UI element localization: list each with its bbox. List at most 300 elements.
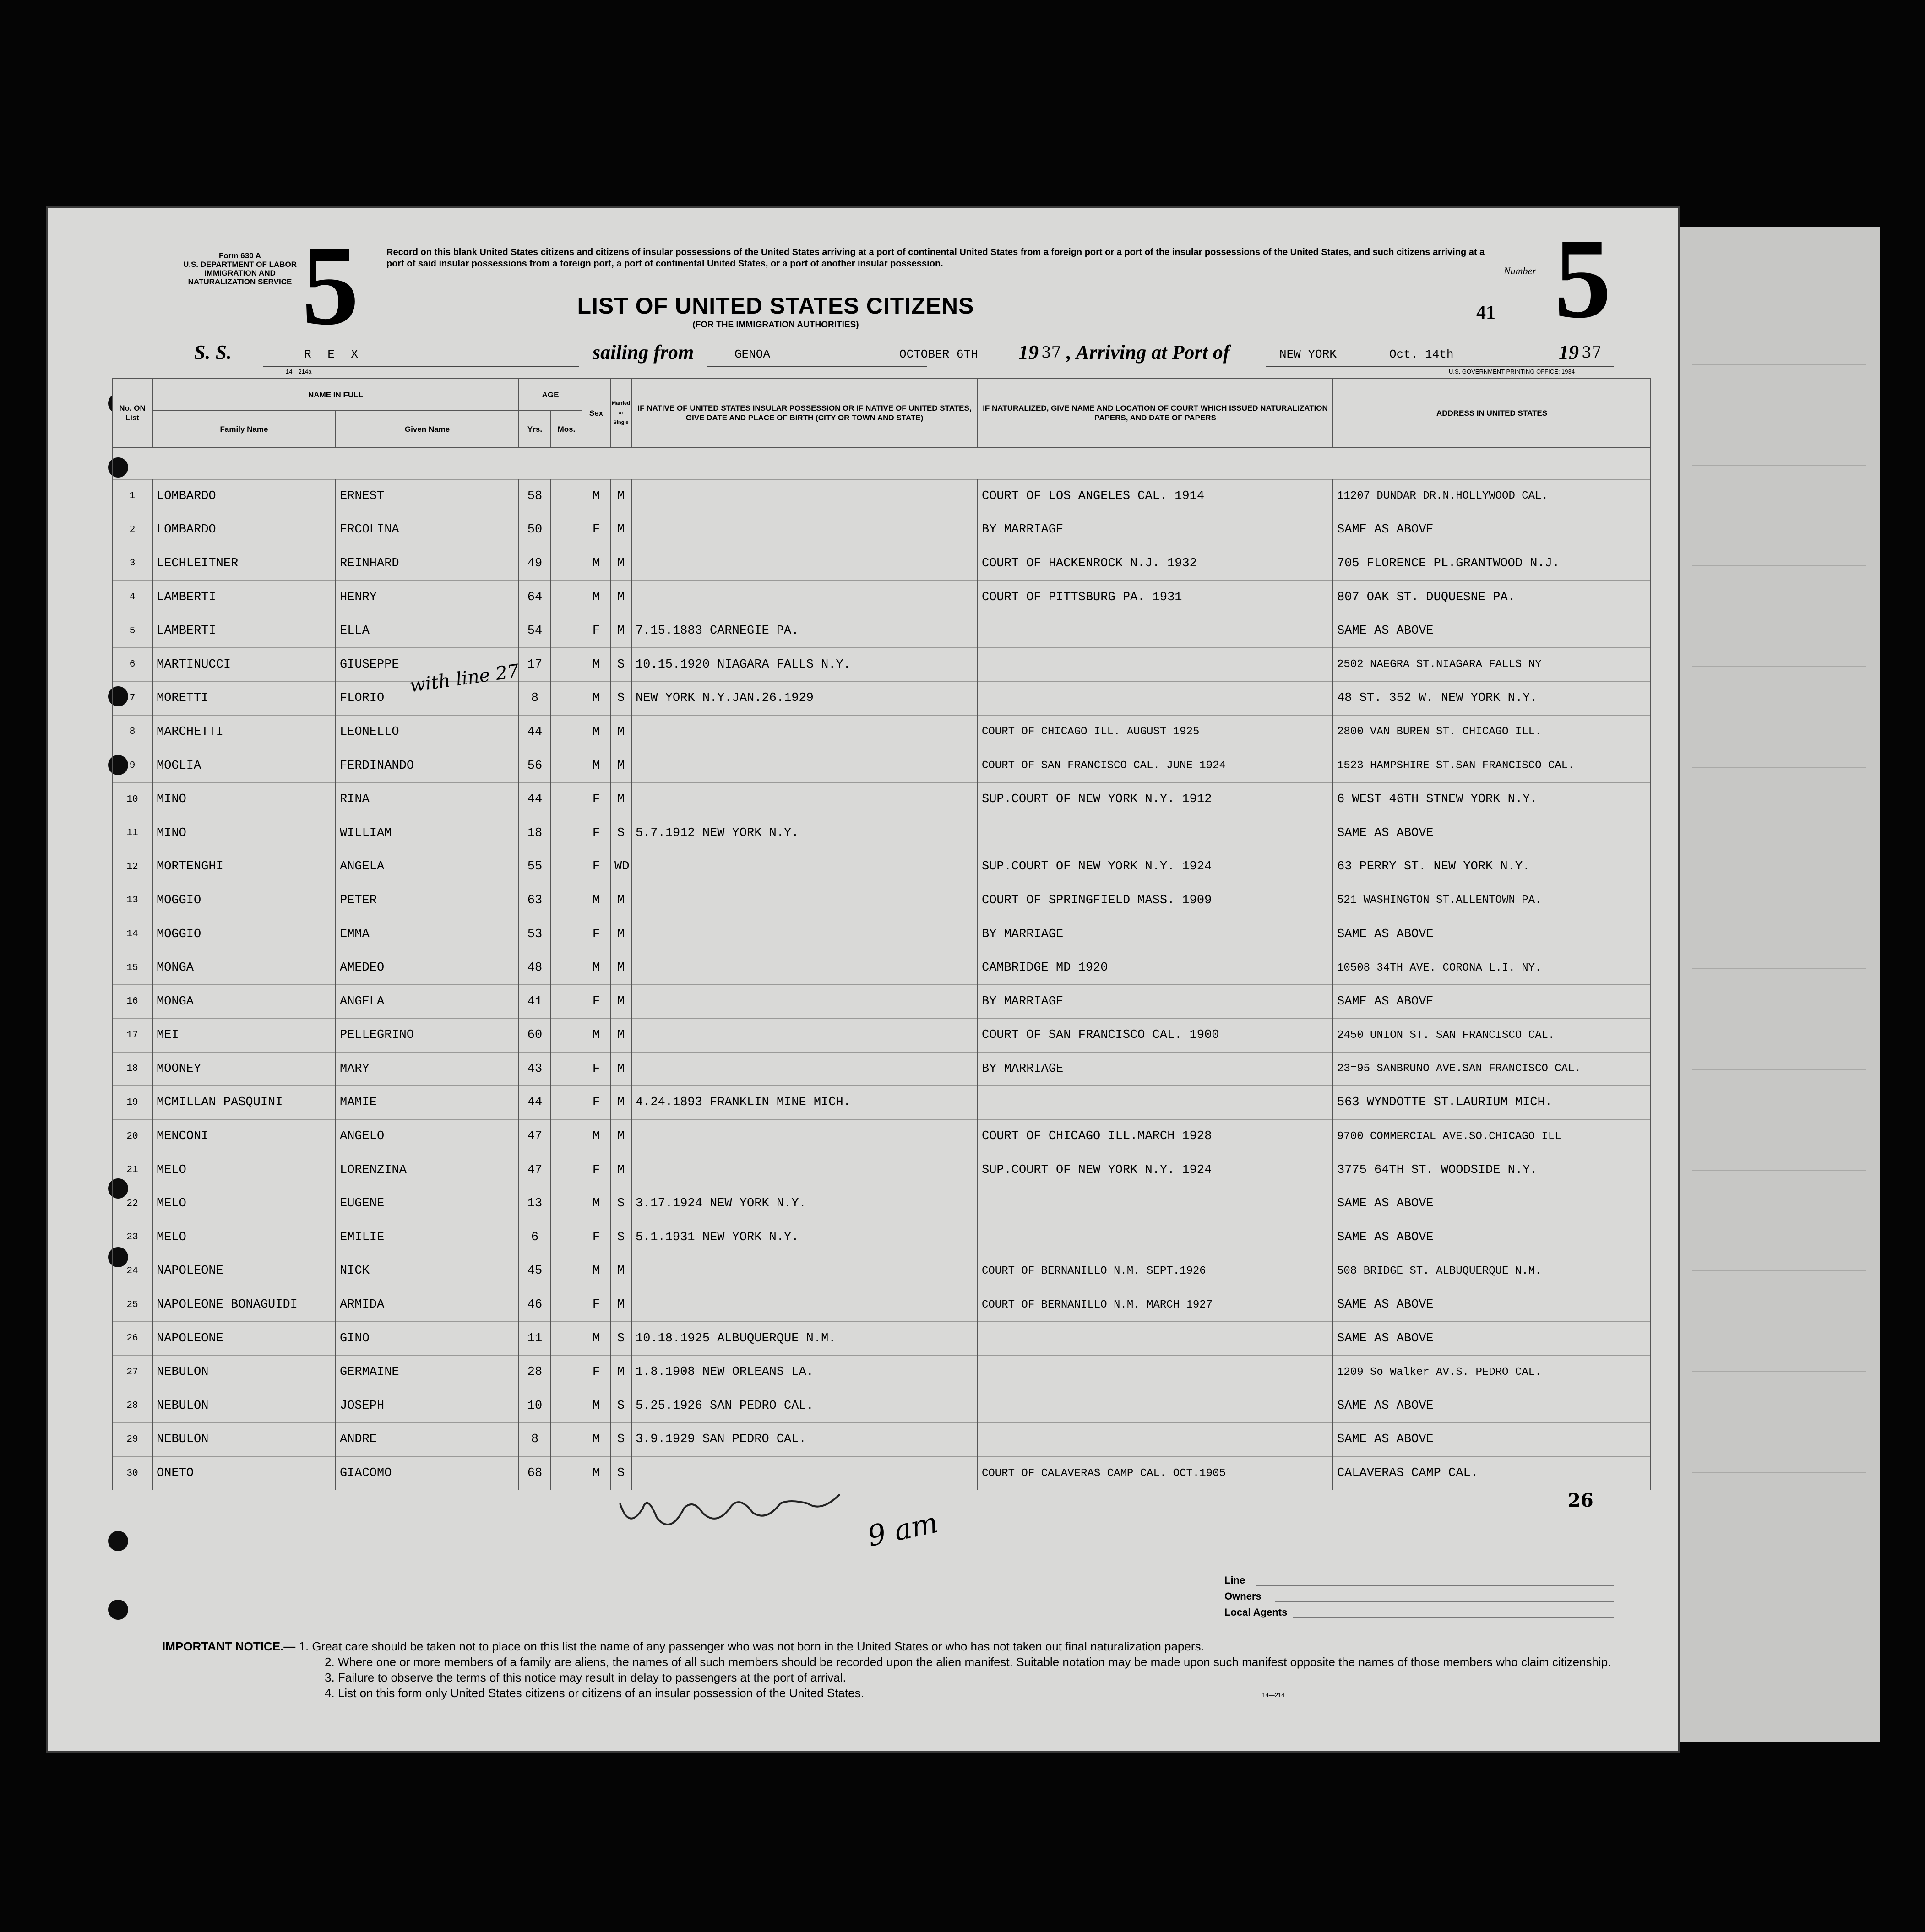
age-months (551, 581, 582, 614)
given-name: ANGELA (336, 850, 519, 884)
age-years: 44 (519, 1086, 551, 1120)
age-years: 45 (519, 1254, 551, 1288)
header-given-name: Given Name (336, 411, 519, 447)
age-years: 47 (519, 1119, 551, 1153)
age-months (551, 547, 582, 581)
birth-date-place (631, 715, 978, 749)
address: CALAVERAS CAMP CAL. (1333, 1456, 1651, 1490)
birth-date-place (631, 1153, 978, 1187)
naturalization-court: BY MARRIAGE (978, 985, 1333, 1019)
record-instruction: Record on this blank United States citizens and citizens of insular possessions of the United States arriving at a port of continental United States from a foreign port or a port of the insular possessions of the United States, and such citizens arriving at a port of said insular possessions from a foreign port, a port of continental United States, or a port of another insular possession. (386, 247, 1485, 269)
address: 1523 HAMPSHIRE ST.SAN FRANCISCO CAL. (1333, 749, 1651, 783)
row-number: 17 (112, 1019, 152, 1053)
sex: F (582, 1086, 610, 1120)
address: 6 WEST 46TH STNEW YORK N.Y. (1333, 782, 1651, 816)
birth-date-place: 5.25.1926 SAN PEDRO CAL. (631, 1389, 978, 1423)
number-label: Number (1504, 265, 1536, 277)
row-number: 29 (112, 1423, 152, 1457)
given-name: MARY (336, 1052, 519, 1086)
birth-date-place: NEW YORK N.Y.JAN.26.1929 (631, 682, 978, 716)
row-number: 18 (112, 1052, 152, 1086)
age-years: 50 (519, 513, 551, 547)
given-name: ELLA (336, 614, 519, 648)
given-name: GIUSEPPE (336, 648, 519, 682)
marital-status: M (610, 884, 631, 917)
age-months (551, 479, 582, 513)
given-name: FERDINANDO (336, 749, 519, 783)
table-row (112, 850, 1651, 884)
naturalization-court (978, 614, 1333, 648)
birth-date-place (631, 850, 978, 884)
age-years: 43 (519, 1052, 551, 1086)
notice-heading: IMPORTANT NOTICE.— (162, 1639, 296, 1653)
naturalization-court (978, 682, 1333, 716)
address: 1209 So Walker AV.S. PEDRO CAL. (1333, 1355, 1651, 1389)
naturalization-court: COURT OF HACKENROCK N.J. 1932 (978, 547, 1333, 581)
address: 9700 COMMERCIAL AVE.SO.CHICAGO ILL (1333, 1119, 1651, 1153)
address: 2800 VAN BUREN ST. CHICAGO ILL. (1333, 715, 1651, 749)
address: 2502 NAEGRA ST.NIAGARA FALLS NY (1333, 648, 1651, 682)
family-name: MELO (152, 1153, 336, 1187)
age-months (551, 1288, 582, 1322)
header-address: ADDRESS IN UNITED STATES (1333, 379, 1651, 447)
row-number: 9 (112, 749, 152, 783)
passenger-table (112, 378, 1651, 1490)
address: SAME AS ABOVE (1333, 1389, 1651, 1423)
birth-date-place (631, 951, 978, 985)
age-months (551, 1153, 582, 1187)
family-name: MELO (152, 1221, 336, 1254)
table-row (112, 816, 1651, 850)
age-months (551, 782, 582, 816)
given-name: JOSEPH (336, 1389, 519, 1423)
naturalization-court (978, 1086, 1333, 1120)
handwritten-note: with line 27 (408, 660, 521, 697)
page-title: LIST OF UNITED STATES CITIZENS (577, 293, 974, 319)
address: SAME AS ABOVE (1333, 1423, 1651, 1457)
address: 48 ST. 352 W. NEW YORK N.Y. (1333, 682, 1651, 716)
given-name: HENRY (336, 581, 519, 614)
row-number: 25 (112, 1288, 152, 1322)
age-months (551, 951, 582, 985)
age-years: 11 (519, 1322, 551, 1356)
header-sex: Sex (582, 379, 610, 447)
footer-agents-label: Local Agents (1224, 1606, 1288, 1618)
given-name: WILLIAM (336, 816, 519, 850)
important-notice (162, 1639, 1673, 1703)
table-row (112, 715, 1651, 749)
stamp-number: 41 (1476, 302, 1495, 323)
address: 11207 DUNDAR DR.N.HOLLYWOOD CAL. (1333, 479, 1651, 513)
table-row (112, 1221, 1651, 1254)
row-number: 19 (112, 1086, 152, 1120)
age-months (551, 1221, 582, 1254)
given-name: RINA (336, 782, 519, 816)
naturalization-court: SUP.COURT OF NEW YORK N.Y. 1924 (978, 1153, 1333, 1187)
sex: F (582, 782, 610, 816)
row-number: 6 (112, 648, 152, 682)
family-name: LECHLEITNER (152, 547, 336, 581)
marital-status: S (610, 1322, 631, 1356)
sex: F (582, 1153, 610, 1187)
naturalization-court: COURT OF BERNANILLO N.M. SEPT.1926 (978, 1254, 1333, 1288)
footer-owners-label: Owners (1224, 1590, 1262, 1602)
sex: M (582, 1119, 610, 1153)
family-name: ONETO (152, 1456, 336, 1490)
address: SAME AS ABOVE (1333, 985, 1651, 1019)
given-name: PETER (336, 884, 519, 917)
age-years: 56 (519, 749, 551, 783)
address: SAME AS ABOVE (1333, 917, 1651, 951)
marital-status: S (610, 1187, 631, 1221)
table-row (112, 951, 1651, 985)
marital-status: S (610, 1221, 631, 1254)
family-name: MOGGIO (152, 917, 336, 951)
birth-date-place (631, 513, 978, 547)
sex: F (582, 513, 610, 547)
row-number: 22 (112, 1187, 152, 1221)
naturalization-court (978, 816, 1333, 850)
row-number: 24 (112, 1254, 152, 1288)
header-mos: Mos. (551, 411, 582, 447)
age-months (551, 682, 582, 716)
row-number: 28 (112, 1389, 152, 1423)
department-name: U.S. DEPARTMENT OF LABOR (183, 260, 297, 269)
age-years: 10 (519, 1389, 551, 1423)
age-months (551, 1423, 582, 1457)
age-months (551, 1187, 582, 1221)
address: 63 PERRY ST. NEW YORK N.Y. (1333, 850, 1651, 884)
table-row (112, 682, 1651, 716)
birth-date-place: 7.15.1883 CARNEGIE PA. (631, 614, 978, 648)
address: 807 OAK ST. DUQUESNE PA. (1333, 581, 1651, 614)
naturalization-court: COURT OF LOS ANGELES CAL. 1914 (978, 479, 1333, 513)
marital-status: M (610, 1052, 631, 1086)
marital-status: M (610, 951, 631, 985)
form-number: Form 630 A (219, 251, 261, 260)
row-number: 27 (112, 1355, 152, 1389)
birth-date-place (631, 1019, 978, 1053)
sex: F (582, 614, 610, 648)
sex: M (582, 884, 610, 917)
birth-date-place: 4.24.1893 FRANKLIN MINE MICH. (631, 1086, 978, 1120)
birth-date-place (631, 1288, 978, 1322)
row-number: 7 (112, 682, 152, 716)
page-number-right: 5 (1554, 215, 1611, 342)
given-name: EMILIE (336, 1221, 519, 1254)
marital-status: S (610, 1456, 631, 1490)
sailing-label: sailing from (593, 341, 694, 364)
sex: M (582, 1456, 610, 1490)
address: 563 WYNDOTTE ST.LAURIUM MICH. (1333, 1086, 1651, 1120)
marital-status: S (610, 648, 631, 682)
notice-item-2: 2. Where one or more members of a family are aliens, the names of all such members should be recorded upon the alien manifest. Suitable notation may be made upon such manifest opposite the names of those members who claim citizenship. (325, 1655, 1611, 1669)
age-months (551, 816, 582, 850)
address: 521 WASHINGTON ST.ALLENTOWN PA. (1333, 884, 1651, 917)
table-row (112, 614, 1651, 648)
sex: M (582, 682, 610, 716)
age-months (551, 985, 582, 1019)
row-number: 13 (112, 884, 152, 917)
marital-status: M (610, 1086, 631, 1120)
sex: F (582, 985, 610, 1019)
birth-date-place: 5.7.1912 NEW YORK N.Y. (631, 816, 978, 850)
marital-status: S (610, 1389, 631, 1423)
age-years: 55 (519, 850, 551, 884)
given-name: PELLEGRINO (336, 1019, 519, 1053)
table-row (112, 1355, 1651, 1389)
arrival-year-prefix: 19 (1559, 341, 1579, 364)
address: 705 FLORENCE PL.GRANTWOOD N.J. (1333, 547, 1651, 581)
inspector-signature (611, 1476, 849, 1568)
family-name: NAPOLEONE (152, 1254, 336, 1288)
naturalization-court: SUP.COURT OF NEW YORK N.Y. 1912 (978, 782, 1333, 816)
naturalization-court: COURT OF PITTSBURG PA. 1931 (978, 581, 1333, 614)
family-name: MARTINUCCI (152, 648, 336, 682)
header-married-or-single: Married or Single (610, 379, 631, 447)
naturalization-court: COURT OF BERNANILLO N.M. MARCH 1927 (978, 1288, 1333, 1322)
marital-status: M (610, 513, 631, 547)
table-row (112, 782, 1651, 816)
address: 2450 UNION ST. SAN FRANCISCO CAL. (1333, 1019, 1651, 1053)
marital-status: M (610, 985, 631, 1019)
given-name: NICK (336, 1254, 519, 1288)
age-years: 28 (519, 1355, 551, 1389)
given-name: GERMAINE (336, 1355, 519, 1389)
sex: F (582, 1288, 610, 1322)
sex: M (582, 715, 610, 749)
family-name: MONGA (152, 951, 336, 985)
sex: M (582, 1423, 610, 1457)
table-row (112, 1187, 1651, 1221)
family-name: LAMBERTI (152, 614, 336, 648)
naturalization-court: BY MARRIAGE (978, 917, 1333, 951)
birth-date-place (631, 782, 978, 816)
row-number: 8 (112, 715, 152, 749)
age-years: 8 (519, 1423, 551, 1457)
sex: M (582, 648, 610, 682)
age-months (551, 850, 582, 884)
age-months (551, 1019, 582, 1053)
sex: M (582, 581, 610, 614)
table-row (112, 1456, 1651, 1490)
family-name: MENCONI (152, 1119, 336, 1153)
given-name: EMMA (336, 917, 519, 951)
naturalization-court (978, 648, 1333, 682)
age-years: 13 (519, 1187, 551, 1221)
birth-date-place: 5.1.1931 NEW YORK N.Y. (631, 1221, 978, 1254)
table-row (112, 1423, 1651, 1457)
table-row (112, 1153, 1651, 1187)
age-years: 41 (519, 985, 551, 1019)
row-number: 10 (112, 782, 152, 816)
age-months (551, 917, 582, 951)
birth-date-place (631, 1119, 978, 1153)
notice-item-4: 4. List on this form only United States citizens or citizens of an insular possession of the United States. (325, 1686, 864, 1700)
ss-label: S. S. (194, 341, 232, 364)
marital-status: S (610, 816, 631, 850)
age-months (551, 1086, 582, 1120)
age-months (551, 749, 582, 783)
header-no: No. ON List (112, 379, 152, 447)
row-number: 14 (112, 917, 152, 951)
marital-status: M (610, 715, 631, 749)
address: SAME AS ABOVE (1333, 513, 1651, 547)
given-name: LEONELLO (336, 715, 519, 749)
age-years: 53 (519, 917, 551, 951)
marital-status: S (610, 682, 631, 716)
birth-date-place (631, 547, 978, 581)
age-years: 60 (519, 1019, 551, 1053)
table-row (112, 513, 1651, 547)
marital-status: M (610, 547, 631, 581)
birth-date-place (631, 479, 978, 513)
given-name: ERNEST (336, 479, 519, 513)
sex: M (582, 1389, 610, 1423)
notice-item-1: 1. Great care should be taken not to place on this list the name of any passenger who was not born in the United States or who has not taken out final naturalization papers. (299, 1639, 1204, 1653)
header-family-name: Family Name (152, 411, 336, 447)
sex: F (582, 850, 610, 884)
given-name: GIACOMO (336, 1456, 519, 1490)
notice-item-3: 3. Failure to observe the terms of this notice may result in delay to passengers at the port of arrival. (325, 1671, 846, 1684)
age-years: 47 (519, 1153, 551, 1187)
table-row (112, 917, 1651, 951)
table-row (112, 1322, 1651, 1356)
marital-status: S (610, 1423, 631, 1457)
service-name: IMMIGRATION AND NATURALIZATION SERVICE (188, 269, 292, 286)
marital-status: M (610, 479, 631, 513)
arriving-label: , Arriving at Port of (1066, 341, 1230, 364)
sex: F (582, 1221, 610, 1254)
family-name: MELO (152, 1187, 336, 1221)
form-code-block (180, 251, 299, 286)
marital-status: M (610, 782, 631, 816)
gpo-imprint: U.S. GOVERNMENT PRINTING OFFICE: 1934 (1449, 368, 1575, 375)
naturalization-court: BY MARRIAGE (978, 513, 1333, 547)
family-name: MINO (152, 816, 336, 850)
age-years: 17 (519, 648, 551, 682)
row-number: 4 (112, 581, 152, 614)
family-name: MCMILLAN PASQUINI (152, 1086, 336, 1120)
header-naturalization: IF NATURALIZED, GIVE NAME AND LOCATION OF COURT WHICH ISSUED NATURALIZATION PAPERS, AND DATE OF PAPERS (978, 379, 1333, 447)
table-row (112, 1389, 1651, 1423)
row-number: 16 (112, 985, 152, 1019)
family-name: NAPOLEONE BONAGUIDI (152, 1288, 336, 1322)
address: SAME AS ABOVE (1333, 1187, 1651, 1221)
age-years: 8 (519, 682, 551, 716)
adjacent-page-strip (1676, 227, 1880, 1742)
given-name: EUGENE (336, 1187, 519, 1221)
table-row (112, 1019, 1651, 1053)
birth-date-place (631, 985, 978, 1019)
family-name: MONGA (152, 985, 336, 1019)
age-months (551, 1456, 582, 1490)
given-name: REINHARD (336, 547, 519, 581)
sex: M (582, 1254, 610, 1288)
row-number: 1 (112, 479, 152, 513)
row-number: 30 (112, 1456, 152, 1490)
age-years: 18 (519, 816, 551, 850)
given-name: MAMIE (336, 1086, 519, 1120)
given-name: AMEDEO (336, 951, 519, 985)
given-name: ANDRE (336, 1423, 519, 1457)
age-years: 54 (519, 614, 551, 648)
handwritten-time: 9 am (865, 1505, 941, 1553)
marital-status: M (610, 1119, 631, 1153)
row-number: 11 (112, 816, 152, 850)
address: 23=95 SANBRUNO AVE.SAN FRANCISCO CAL. (1333, 1052, 1651, 1086)
address: 10508 34TH AVE. CORONA L.I. NY. (1333, 951, 1651, 985)
birth-date-place (631, 917, 978, 951)
age-months (551, 884, 582, 917)
age-months (551, 715, 582, 749)
sex: M (582, 547, 610, 581)
family-name: NEBULON (152, 1355, 336, 1389)
age-years: 58 (519, 479, 551, 513)
family-name: MOGGIO (152, 884, 336, 917)
given-name: FLORIO (336, 682, 519, 716)
page-number-left: 5 (302, 222, 359, 349)
departure-date: OCTOBER 6TH (899, 347, 978, 361)
given-name: ERCOLINA (336, 513, 519, 547)
marital-status: M (610, 749, 631, 783)
sex: M (582, 1187, 610, 1221)
age-months (551, 513, 582, 547)
sex: M (582, 1019, 610, 1053)
marital-status: M (610, 1019, 631, 1053)
birth-date-place (631, 884, 978, 917)
page-subtitle: (FOR THE IMMIGRATION AUTHORITIES) (692, 320, 859, 330)
family-name: MEI (152, 1019, 336, 1053)
marital-status: M (610, 1153, 631, 1187)
table-row (112, 1254, 1651, 1288)
header-age: AGE (519, 379, 582, 411)
marital-status: M (610, 581, 631, 614)
table-row (112, 985, 1651, 1019)
birth-date-place (631, 581, 978, 614)
naturalization-court: COURT OF CHICAGO ILL.MARCH 1928 (978, 1119, 1333, 1153)
birth-date-place (631, 749, 978, 783)
age-months (551, 1389, 582, 1423)
table-row (112, 1119, 1651, 1153)
family-name: MOONEY (152, 1052, 336, 1086)
naturalization-court: COURT OF CHICAGO ILL. AUGUST 1925 (978, 715, 1333, 749)
arrival-date: Oct. 14th (1389, 347, 1454, 361)
birth-date-place: 1.8.1908 NEW ORLEANS LA. (631, 1355, 978, 1389)
row-number: 20 (112, 1119, 152, 1153)
table-row (112, 648, 1651, 682)
table-row (112, 1052, 1651, 1086)
family-name: MORETTI (152, 682, 336, 716)
birth-date-place: 3.9.1929 SAN PEDRO CAL. (631, 1423, 978, 1457)
sex: M (582, 951, 610, 985)
sex: M (582, 479, 610, 513)
footer-line-label: Line (1224, 1574, 1245, 1586)
age-years: 44 (519, 715, 551, 749)
age-years: 68 (519, 1456, 551, 1490)
sex: F (582, 1355, 610, 1389)
year-prefix: 19 (1018, 341, 1039, 364)
naturalization-court (978, 1389, 1333, 1423)
birth-date-place: 3.17.1924 NEW YORK N.Y. (631, 1187, 978, 1221)
naturalization-court (978, 1355, 1333, 1389)
row-number: 23 (112, 1221, 152, 1254)
row-number: 21 (112, 1153, 152, 1187)
address: 508 BRIDGE ST. ALBUQUERQUE N.M. (1333, 1254, 1651, 1288)
punch-hole (108, 1531, 128, 1551)
naturalization-court (978, 1187, 1333, 1221)
row-number: 3 (112, 547, 152, 581)
